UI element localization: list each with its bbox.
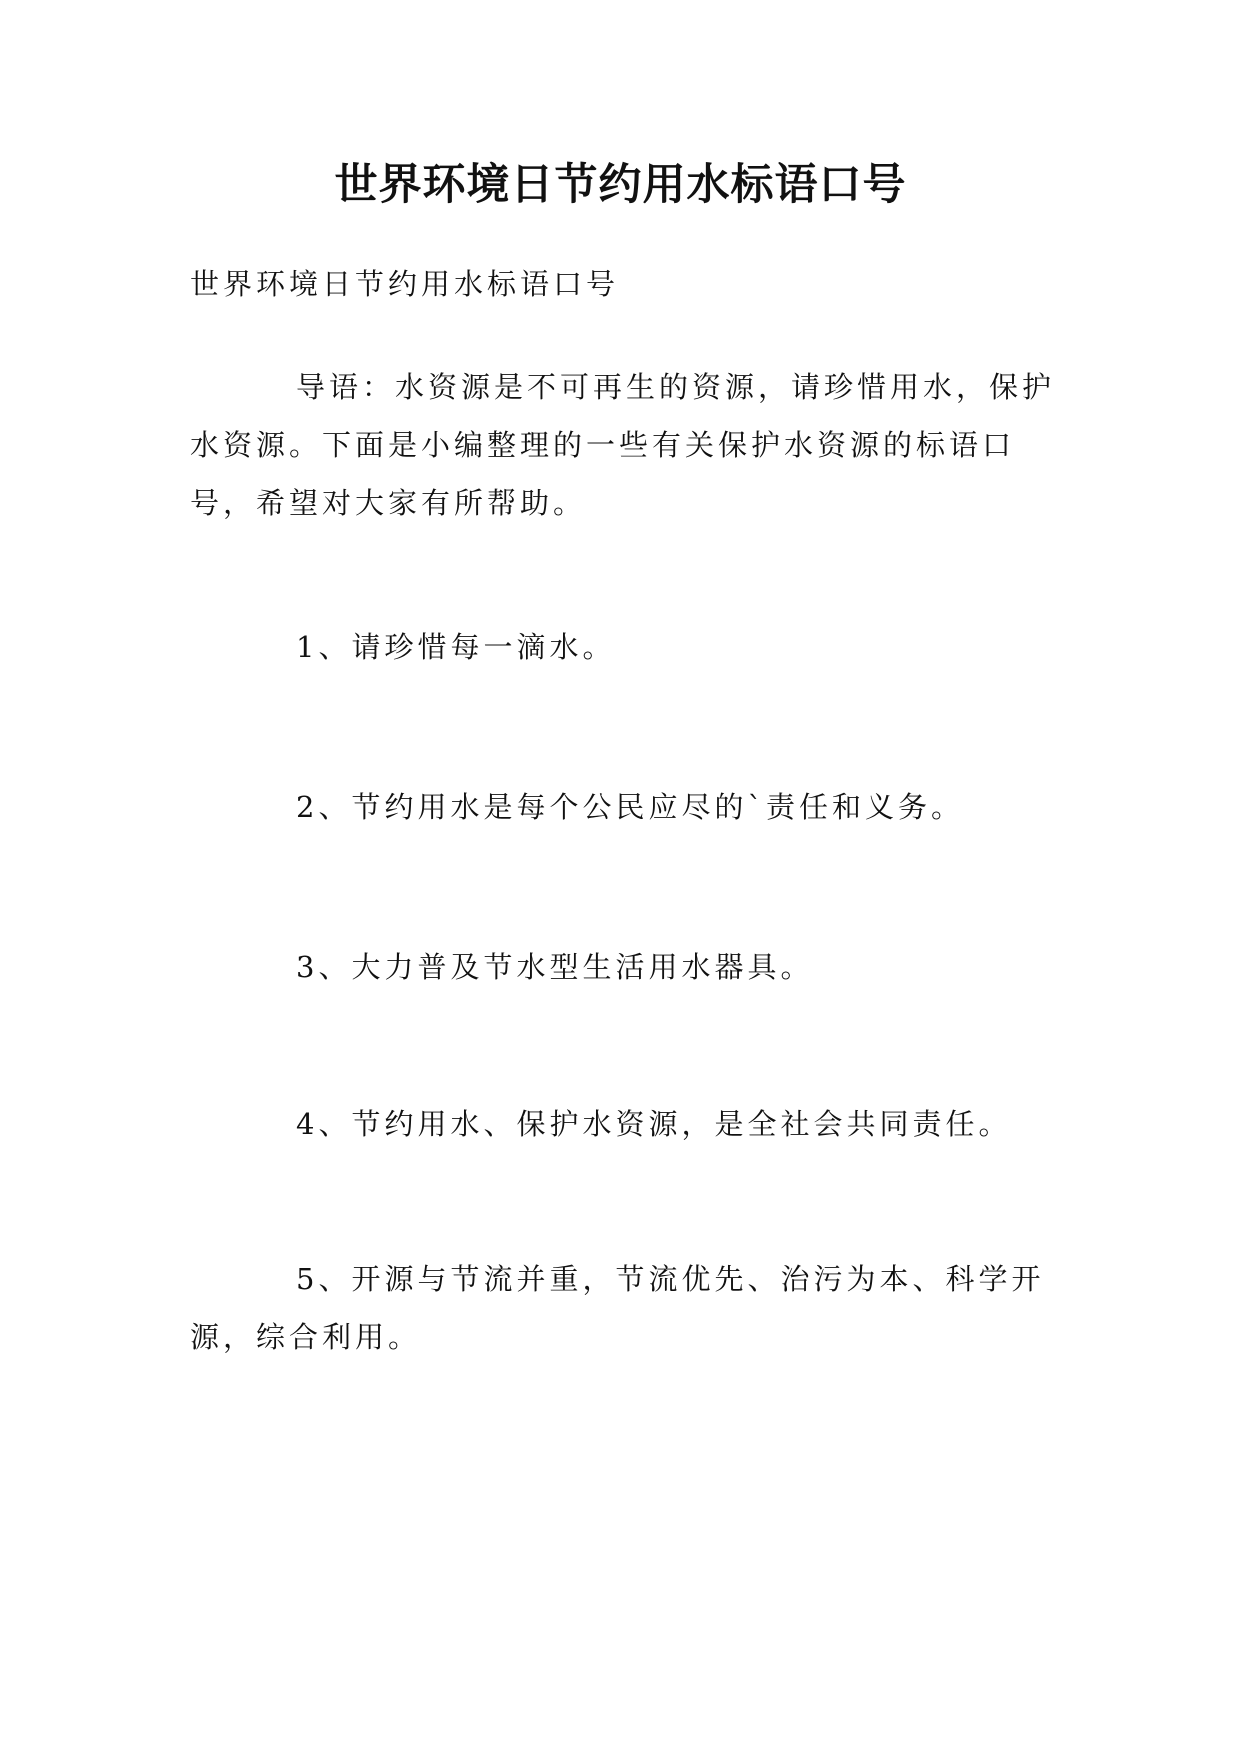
slogan-item-3: 3、大力普及节水型生活用水器具。: [296, 950, 814, 984]
slogan-item-2: 2、节约用水是每个公民应尽的`责任和义务。: [296, 790, 964, 824]
slogan-item-5: 5、开源与节流并重，节流优先、治污为本、科学开源，综合利用。: [190, 1262, 1045, 1354]
document-title: 世界环境日节约用水标语口号: [334, 160, 907, 210]
intro-paragraph: 导语：水资源是不可再生的资源，请珍惜用水，保护水资源。下面是小编整理的一些有关保护水资源的标语口号，希望对大家有所帮助。: [190, 370, 1056, 520]
slogan-item-1: 1、请珍惜每一滴水。: [296, 630, 616, 664]
document-subtitle: 世界环境日节约用水标语口号: [190, 267, 620, 301]
slogan-item-4: 4、节约用水、保护水资源，是全社会共同责任。: [296, 1107, 1012, 1141]
